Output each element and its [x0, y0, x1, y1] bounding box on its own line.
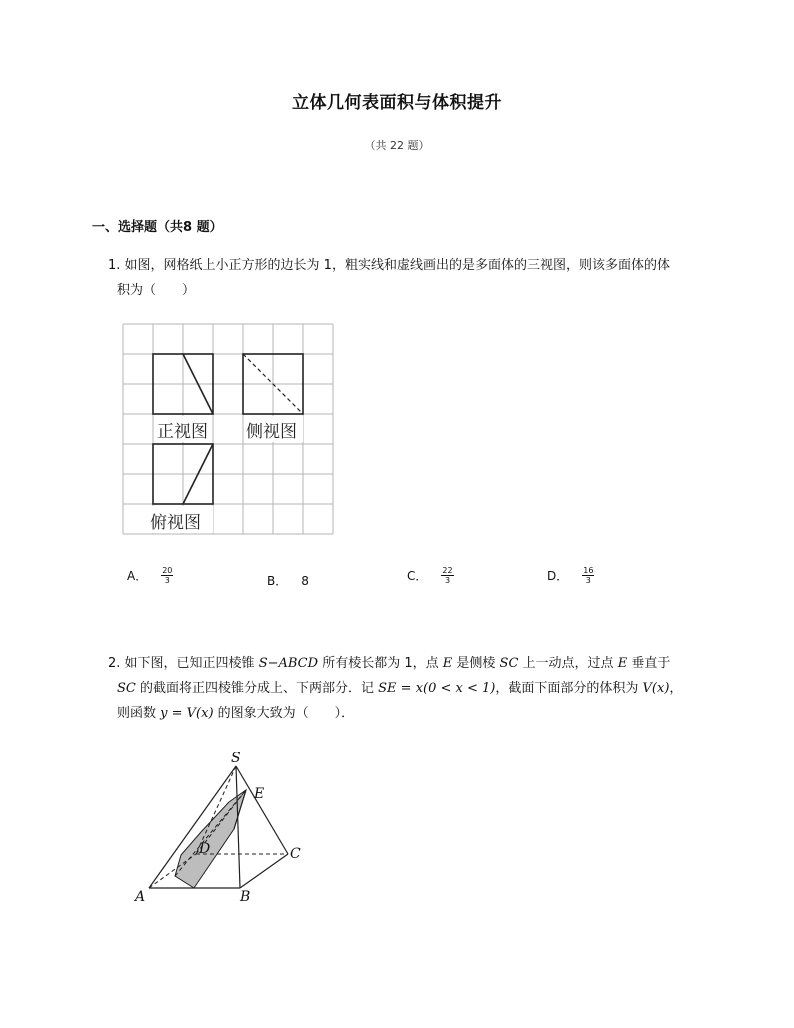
cross-section	[175, 790, 246, 888]
text: 所有棱长都为 1，点	[322, 656, 439, 671]
text: 垂直于	[631, 656, 671, 671]
question-number: 2.	[108, 656, 121, 671]
vertex-label-b: B	[240, 889, 251, 905]
three-view-figure	[122, 323, 334, 537]
question-number: 1.	[108, 258, 121, 273]
math: E	[617, 656, 628, 671]
option-label: B．	[267, 574, 288, 588]
numerator: 20	[162, 566, 173, 575]
numerator: 22	[442, 566, 453, 575]
vertex-label-s: S	[231, 752, 241, 766]
text: 的截面将正四棱锥分成上、下两部分．记	[140, 681, 375, 696]
fraction	[441, 566, 453, 585]
pyramid-figure	[128, 752, 318, 908]
math: V(x)	[642, 681, 670, 696]
option-c[interactable]	[407, 566, 454, 585]
option-b[interactable]	[267, 572, 309, 589]
question-2	[108, 651, 708, 726]
math: S−ABCD	[258, 656, 319, 671]
fraction	[582, 566, 594, 585]
math: SC	[499, 656, 519, 671]
option-a[interactable]	[127, 566, 173, 585]
text: ，	[669, 681, 683, 696]
denominator: 3	[585, 576, 591, 585]
option-value: 8	[301, 573, 309, 588]
math: SE = x(0 < x < 1)	[378, 681, 496, 696]
option-label: D．	[547, 569, 569, 583]
section-heading: 一、选择题（共8 题）	[92, 220, 223, 235]
option-label: A．	[127, 569, 148, 583]
text: 是侧棱	[456, 656, 496, 671]
denominator: 3	[164, 576, 170, 585]
text: 如下图，已知正四棱锥	[124, 656, 255, 671]
vertex-label-c: C	[290, 846, 301, 862]
question-text-line2: 积为（ ）	[117, 283, 196, 298]
text: 的图象大致为（ ）．	[217, 706, 355, 721]
side-view-label: 侧视图	[246, 422, 297, 442]
front-view-label: 正视图	[157, 422, 208, 442]
question-text-line1: 如图，网格纸上小正方形的边长为 1，粗实线和虚线画出的是多面体的三视图，则该多面体的体	[124, 258, 670, 273]
text: 则函数	[117, 706, 157, 721]
denominator: 3	[444, 576, 451, 585]
fraction	[161, 566, 173, 585]
page-title: 立体几何表面积与体积提升	[292, 93, 502, 113]
option-d[interactable]	[547, 566, 594, 585]
math: E	[442, 656, 453, 671]
option-label: C．	[407, 569, 428, 583]
text: 上一动点，过点	[522, 656, 614, 671]
vertex-label-a: A	[135, 889, 146, 905]
math: SC	[117, 681, 136, 696]
numerator: 16	[583, 566, 594, 575]
math: y = V(x)	[160, 706, 214, 721]
top-view-label: 俯视图	[150, 513, 201, 533]
text: ，截面下面部分的体积为	[495, 681, 639, 696]
vertex-label-e: E	[254, 786, 265, 802]
vertex-label-d: D	[199, 841, 211, 857]
question-count: （共 22 题）	[364, 139, 430, 152]
question-1	[108, 253, 708, 303]
